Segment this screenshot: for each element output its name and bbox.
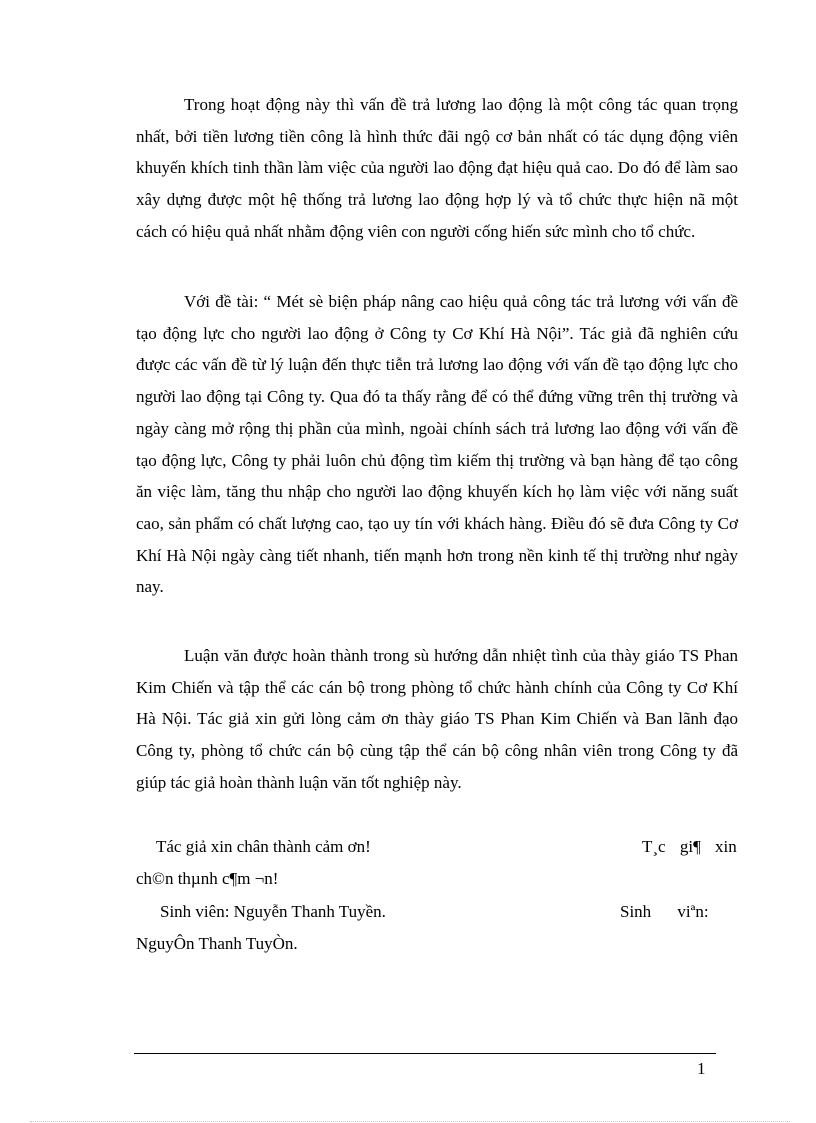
body-paragraph-2: Với đề tài: “ Mét sè biện pháp nâng cao hiệu quả công tác trả lương với vấn đề tạo động lực cho người lao động ở Công ty Cơ Khí Hà Nội”. Tác giả đã nghiên cứu được các vấn đề từ lý luận đến thực tiễn trả lương lao động với vấn đề tạo động lực cho người lao động tại Công ty. Qua đó ta thấy rằng để có thể đứng vững trên thị trường và ngày càng mở rộng thị phần của mình, ngoài chính sách trả lương lao động với vấn đề tạo động lực, Công ty phải luôn chủ động tìm kiếm thị trường và bạn hàng để tạo công ăn việc làm, tăng thu nhập cho người lao động khuyến kích họ làm việc với năng suất cao, sản phẩm có chất lượng cao, tạo uy tín với khách hàng. Điều đó sẽ đưa Công ty Cơ Khí Hà Nội ngày càng tiết nhanh, tiến mạnh hơn trong nền kinh tế thị trường như ngày nay. <box>136 292 738 597</box>
closing-thanks-garbled-part-a: T¸c gi¶ xin <box>642 837 737 856</box>
page-bottom-edge <box>30 1121 790 1122</box>
closing-thanks: Tác giả xin chân thành cảm ơn! <box>156 837 371 856</box>
closing-thanks-garbled-part-b: ch©n thµnh c¶m ¬n! <box>136 869 279 888</box>
student-signature: Sinh viên: Nguyễn Thanh Tuyền. <box>160 902 386 921</box>
body-paragraph-1: Trong hoạt động này thì vấn đề trả lương lao động là một công tác quan trọng nhất, bởi tiền lương tiền công là hình thức đãi ngộ cơ bản nhất có tác dụng động viên khuyến khích tinh thần làm việc của người lao động đạt hiệu quả cao. Do đó để làm sao xây dựng được một hệ thống trả lương lao động hợp lý và tổ chức thực hiện nã một cách có hiệu quả nhất nhằm động viên con người cống hiến sức mình cho tổ chức. <box>136 95 738 241</box>
student-signature-garbled-part-a: Sinh viªn: <box>620 902 709 921</box>
page-number: 1 <box>697 1059 706 1078</box>
footer-divider <box>134 1053 716 1054</box>
body-paragraph-3: Luận văn được hoàn thành trong sù hướng dẫn nhiệt tình của thày giáo TS Phan Kim Chiến và tập thể các cán bộ trong phòng tổ chức hành chính của Công ty Cơ Khí Hà Nội. Tác giả xin gửi lòng cảm ơn thày giáo TS Phan Kim Chiến và Ban lãnh đạo Công ty, phòng tổ chức cán bộ cùng tập thể cán bộ công nhân viên trong Công ty đã giúp tác giả hoàn thành luận văn tốt nghiệp này. <box>136 646 738 792</box>
student-signature-garbled-part-b: NguyÔn Thanh TuyÒn. <box>136 934 298 953</box>
